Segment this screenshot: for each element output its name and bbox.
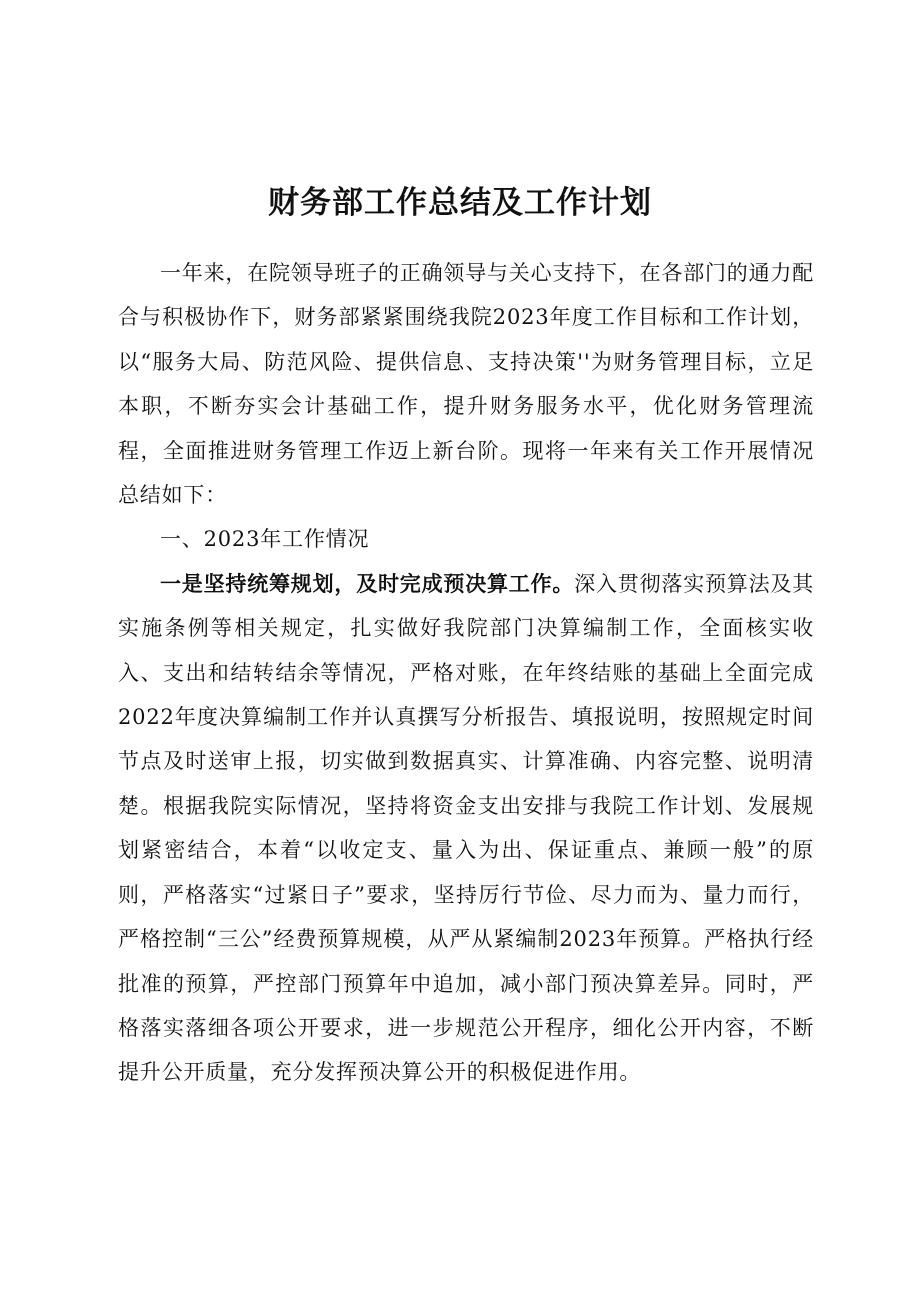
- intro-paragraph: 一年来，在院领导班子的正确领导与关心支持下，在各部门的通力配合与积极协作下，财务部紧紧围绕我院2023年度工作目标和工作计划，以“服务大局、防范风险、提供信息、支持决策''为财务管理目标，立足本职，不断夯实会计基础工作，提升财务服务水平，优化财务管理流程，全面推进财务管理工作迈上新台阶。现将一年来有关工作开展情况总结如下：: [118, 261, 814, 508]
- document-body: [118, 251, 814, 1095]
- section-heading: 一、2023年工作情况: [160, 527, 370, 552]
- item-paragraph-1: [118, 562, 814, 1095]
- item-lead-1: 一是坚持统筹规划，及时完成预决算工作。: [160, 571, 575, 596]
- item-text-1: 深入贯彻落实预算法及其实施条例等相关规定，扎实做好我院部门决算编制工作，全面核实收入、支出和结转结余等情况，严格对账，在年终结账的基础上全面完成2022年度决算编制工作并认真撰写分析报告、填报说明，按照规定时间节点及时送审上报，切实做到数据真实、计算准确、内容完整、说明清楚。根据我院实际情况，坚持将资金支出安排与我院工作计划、发展规划紧密结合，本着“以收定支、量入为出、保证重点、兼顾一般”的原则，严格落实“过紧日子”要求，坚持厉行节俭、尽力而为、量力而行，严格控制“三公”经费预算规模，从严从紧编制2023年预算。严格执行经批准的预算，严控部门预算年中追加，减小部门预决算差异。同时，严格落实落细各项公开要求，进一步规范公开程序，细化公开内容，不断提升公开质量，充分发挥预决算公开的积极促进作用。: [118, 571, 815, 1085]
- document-title: 财务部工作总结及工作计划: [268, 184, 652, 221]
